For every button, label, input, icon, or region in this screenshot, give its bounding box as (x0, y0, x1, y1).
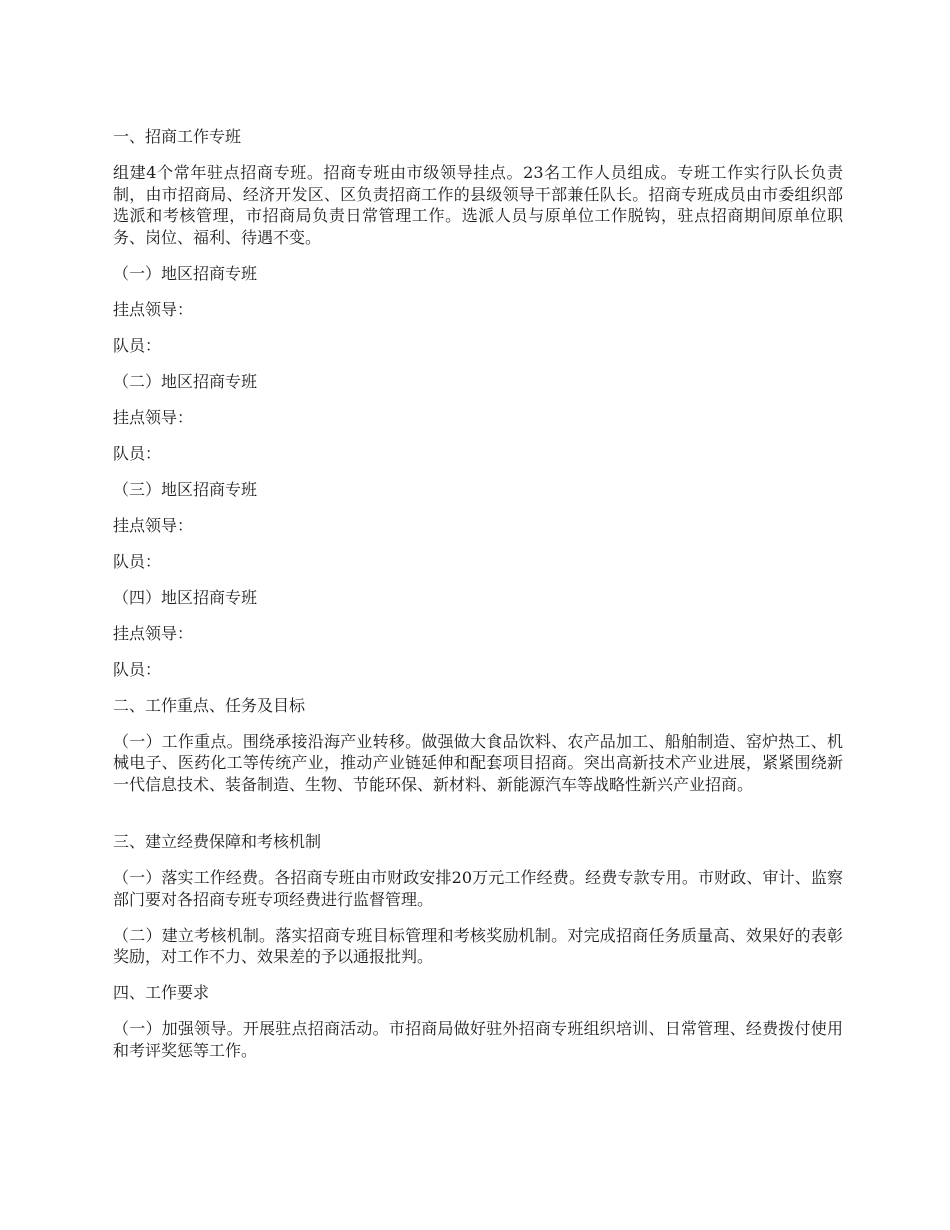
section-heading: 一、招商工作专班 (113, 127, 242, 146)
team-members-label: 队员： (113, 443, 162, 463)
team-leader-label: 挂点领导： (113, 623, 194, 643)
document-body (113, 126, 843, 1076)
team-leader-label: 挂点领导： (113, 515, 194, 535)
section-heading: 二、工作重点、任务及目标 (113, 695, 306, 715)
section-paragraph: （一）工作重点。围绕承接沿海产业转移。做强做大食品饮料、农产品加工、船舶制造、窑炉热工、机械电子、医药化工等传统产业，推动产业链延伸和配套项目招商。突出高新技术产业进展，紧紧围绕新一代信息技术、装备制造、生物、节能环保、新材料、新能源汽车等战略性新兴产业招商。 (113, 731, 843, 794)
team-title: （四）地区招商专班 (113, 587, 258, 607)
team-title: （一）地区招商专班 (113, 263, 258, 283)
team-leader-label: 挂点领导： (113, 407, 194, 427)
section-paragraph: （一）加强领导。开展驻点招商活动。市招商局做好驻外招商专班组织培训、日常管理、经费拨付使用和考评奖惩等工作。 (113, 1019, 843, 1060)
team-title: （二）地区招商专班 (113, 371, 258, 391)
section-heading: 三、建立经费保障和考核机制 (113, 832, 322, 851)
section-paragraph: （一）落实工作经费。各招商专班由市财政安排20万元工作经费。经费专款专用。市财政、审计、监察部门要对各招商专班专项经费进行监督管理。 (113, 868, 843, 909)
team-members-label: 队员： (113, 551, 162, 571)
team-leader-label: 挂点领导： (113, 299, 194, 319)
section-heading: 四、工作要求 (113, 983, 210, 1002)
team-title: （三）地区招商专班 (113, 479, 258, 499)
section-paragraph: （二）建立考核机制。落实招商专班目标管理和考核奖励机制。对完成招商任务质量高、效果好的表彰奖励，对工作不力、效果差的予以通报批判。 (113, 925, 843, 966)
section-paragraph: 组建4个常年驻点招商专班。招商专班由市级领导挂点。23名工作人员组成。专班工作实行队长负责制，由市招商局、经济开发区、区负责招商工作的县级领导干部兼任队长。招商专班成员由市委组织部选派和考核管理，市招商局负责日常管理工作。选派人员与原单位工作脱钩，驻点招商期间原单位职务、岗位、福利、待遇不变。 (113, 163, 843, 247)
team-members-label: 队员： (113, 335, 162, 355)
team-members-label: 队员： (113, 659, 162, 679)
